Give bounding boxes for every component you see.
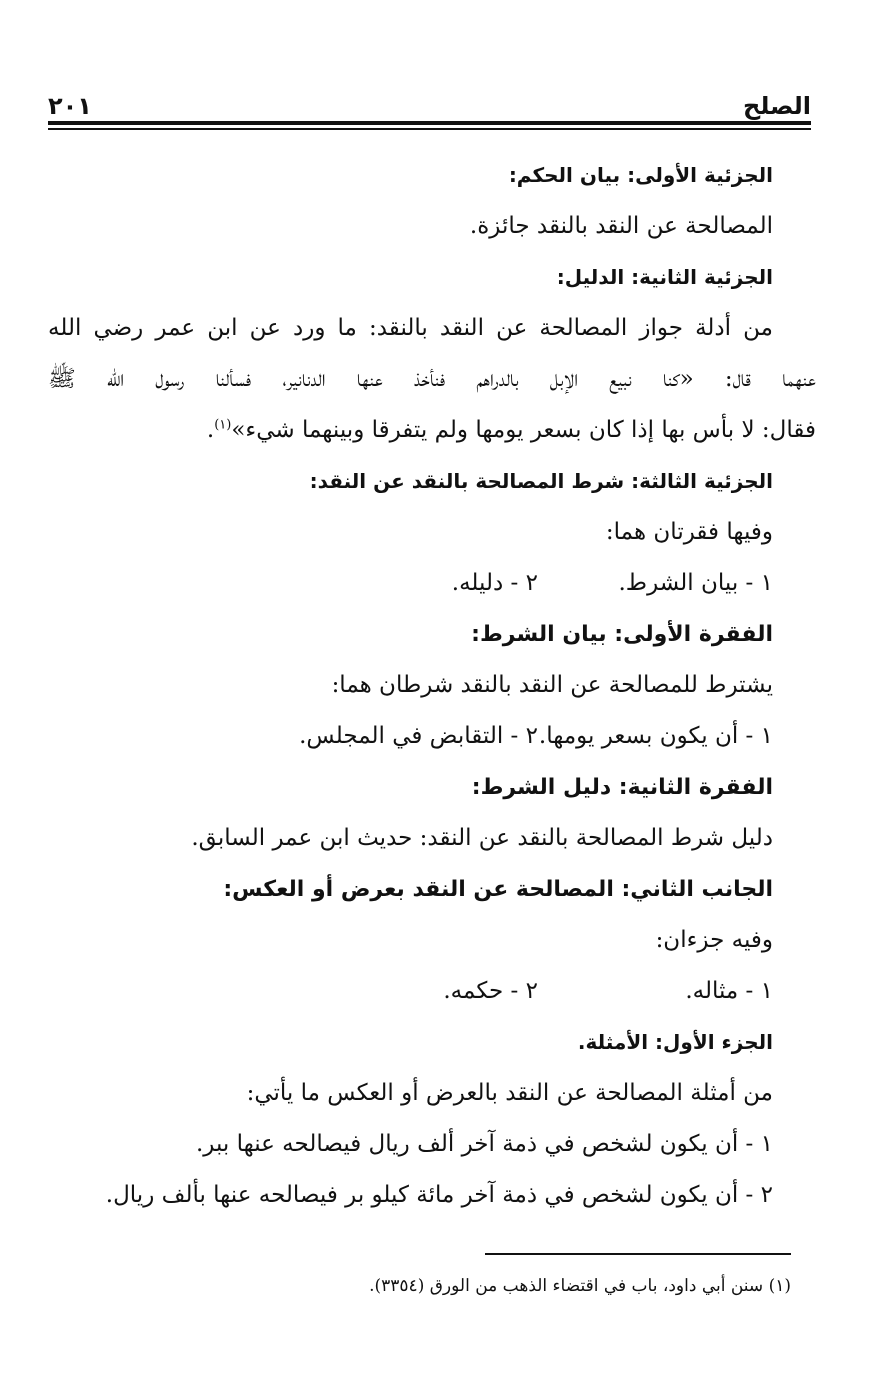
- paragraph-evidence-line-1: من أدلة جواز المصالحة عن النقد بالنقد: ما ورد عن ابن عمر رضي الله: [48, 315, 773, 341]
- paragraph-two-clauses: وفيها فقرتان هما:: [605, 519, 773, 545]
- list-conditions: [48, 711, 773, 762]
- footnote-separator: [485, 1253, 791, 1255]
- chapter-title: الصلح: [743, 92, 811, 120]
- list-item-example-1: ١ - أن يكون لشخص في ذمة آخر ألف ريال فيصالحه عنها ببر.: [195, 1131, 773, 1157]
- footnote-marker[interactable]: (١): [214, 417, 232, 433]
- paragraph-evidence-line-3: فقال: لا بأس بها إذا كان بسعر يومها ولم يتفرقا وبينهما شيء»$^{(١)}$.: [206, 417, 816, 443]
- hadith-text: فقال: لا بأس بها إذا كان بسعر يومها ولم يتفرقا وبينهما شيء»: [231, 417, 816, 443]
- paragraph-condition-evidence: دليل شرط المصالحة بالنقد عن النقد: حديث ابن عمر السابق.: [191, 825, 773, 851]
- subheading-clause-1: الفقرة الأولى: بيان الشرط:: [471, 622, 773, 647]
- paragraph-ruling: المصالحة عن النقد بالنقد جائزة.: [469, 213, 773, 239]
- list-item: ١ - أن يكون بسعر يومها.: [538, 723, 773, 749]
- main-text: [48, 150, 816, 1221]
- subheading-examples: الجزء الأول: الأمثلة.: [577, 1030, 773, 1054]
- list-second-side: [48, 966, 773, 1017]
- footnote: (١) سنن أبي داود، باب في اقتضاء الذهب من الورق (٣٣٥٤).: [369, 1276, 791, 1296]
- paragraph-two-parts: وفيه جزءان:: [655, 927, 773, 953]
- section-heading-second-side: الجانب الثاني: المصالحة عن النقد بعرض أو العكس:: [223, 877, 773, 902]
- header-rule-thin: [48, 128, 811, 130]
- list-item: ١ - مثاله.: [685, 978, 773, 1004]
- page-number: ٢٠١: [48, 92, 92, 120]
- list-item: ٢ - دليله.: [451, 570, 538, 596]
- running-header: [48, 84, 811, 120]
- subheading-clause-2: الفقرة الثانية: دليل الشرط:: [471, 775, 773, 800]
- subheading-evidence: الجزئية الثانية: الدليل:: [556, 265, 773, 289]
- list-third-part: [48, 558, 773, 609]
- paragraph-conditions: يشترط للمصالحة عن النقد بالنقد شرطان هما:: [331, 672, 773, 698]
- list-item: ٢ - التقابض في المجلس.: [299, 723, 538, 749]
- list-item: ١ - بيان الشرط.: [618, 570, 773, 596]
- paragraph-examples-intro: من أمثلة المصالحة عن النقد بالعرض أو العكس ما يأتي:: [246, 1080, 773, 1106]
- header-rule-thick: [48, 121, 811, 125]
- list-item-example-2: ٢ - أن يكون لشخص في ذمة آخر مائة كيلو بر فيصالحه عنها بألف ريال.: [105, 1182, 773, 1208]
- subheading-ruling: الجزئية الأولى: بيان الحكم:: [508, 163, 773, 187]
- list-item: ٢ - حكمه.: [443, 978, 538, 1004]
- subheading-condition: الجزئية الثالثة: شرط المصالحة بالنقد عن النقد:: [309, 469, 773, 493]
- paragraph-evidence-line-2: عنهما قال: «كنا نبيع الإبل بالدراهم فنأخذ عنها الدنانير، فسألنا رسول الله ﷺ: [48, 366, 816, 392]
